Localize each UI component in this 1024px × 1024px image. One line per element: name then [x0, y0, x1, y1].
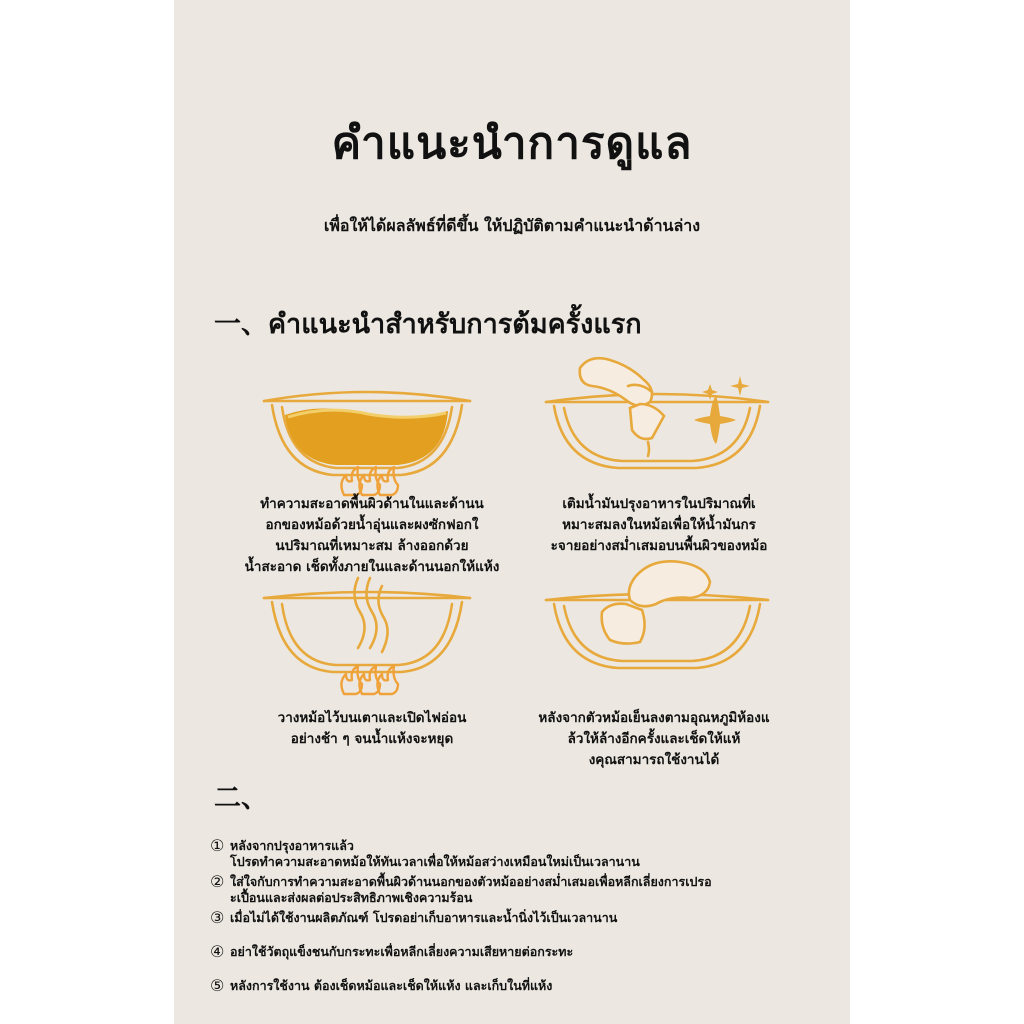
- caption-line: หมาะสมลงในหม้อเพื่อให้น้ำมันกร: [562, 517, 756, 533]
- step-3-caption: [222, 708, 522, 750]
- section-heading-first-boil: 一、คำแนะนำสำหรับการต้มครั้งแรก: [214, 309, 642, 340]
- tip-line: หลังการใช้งาน ต้องเช็ดหม้อและเช็ดให้แห้ง และเก็บในที่แห้ง: [230, 978, 553, 993]
- page-title: คำแนะนำการดูแล: [331, 118, 693, 169]
- caption-line: อย่างช้า ๆ จนน้ำแห้งจะหยุด: [290, 731, 454, 747]
- step-1-caption: [222, 494, 522, 578]
- flame-icon: [341, 666, 398, 694]
- hand-cleaning-bowl-illustration: [540, 552, 776, 676]
- tip-item-3: [210, 910, 617, 926]
- tip-line: โปรดทำความสะอาดหม้อให้ทันเวลาเพื่อให้หม้อสว่างเหมือนใหม่เป็นเวลานาน: [230, 854, 640, 869]
- tip-line: เมื่อไม่ได้ใช้งานผลิตภัณฑ์ โปรดอย่าเก็บอาหารและน้ำนิ่งไว้เป็นเวลานาน: [230, 910, 618, 925]
- circled-number: ③: [210, 908, 225, 927]
- step-4-caption: [504, 708, 804, 771]
- bowl-steaming-on-flame-illustration: [258, 572, 476, 700]
- caption-line: ทำความสะอาดพื้นผิวด้านในและด้านน: [260, 496, 484, 512]
- step-2-caption: [514, 494, 804, 557]
- caption-line: เติมน้ำมันปรุงอาหารในปริมาณที่เ: [562, 496, 756, 512]
- tip-item-4: [210, 944, 573, 960]
- caption-line: อกของหม้อด้วยน้ำอุ่นและผงซักฟอกใ: [265, 517, 479, 533]
- caption-line: ล้วให้ล้างอีกครั้งและเช็ดให้แห้: [567, 731, 741, 747]
- circled-number: ②: [210, 872, 225, 891]
- circled-number: ①: [210, 836, 225, 855]
- caption-line: หลังจากตัวหม้อเย็นลงตามอุณหภูมิห้องแ: [538, 710, 770, 726]
- caption-line: งคุณสามารถใช้งานได้: [588, 752, 720, 768]
- tip-item-2: [210, 874, 712, 906]
- tip-line: อย่าใช้วัตถุแข็งชนกับกระทะเพื่อหลีกเลี่ยงความเสียหายต่อกระทะ: [230, 944, 574, 959]
- caption-line: ะจายอย่างสม่ำเสมอบนพื้นผิวของหม้อ: [550, 538, 768, 554]
- circled-number: ④: [210, 942, 225, 961]
- tip-item-1: [210, 838, 640, 870]
- page-subtitle: เพื่อให้ได้ผลลัพธ์ที่ดีขึ้น ให้ปฏิบัติตามคำแนะนำด้านล่าง: [323, 216, 701, 235]
- tip-line: ใส่ใจกับการทำความสะอาดพื้นผิวด้านนอกของตัวหม้ออย่างสม่ำเสมอเพื่อหลีกเลี่ยงการเปรอ: [230, 874, 712, 889]
- caption-line: น้ำสะอาด เช็ดทั้งภายในและด้านนอกให้แห้ง: [244, 559, 500, 575]
- caption-line: วางหม้อไว้บนเตาและเปิดไฟอ่อน: [277, 710, 467, 726]
- caption-line: นปริมาณที่เหมาะสม ล้างออกด้วย: [275, 538, 469, 554]
- flame-icon: [341, 467, 398, 495]
- bowl-with-oil-on-flame-illustration: [258, 375, 476, 500]
- section-heading-two: 二、: [214, 783, 268, 814]
- care-instructions-panel: [174, 0, 850, 1024]
- tip-line: ะเปื้อนและส่งผลต่อประสิทธิภาพเชิงความร้อน: [230, 890, 473, 905]
- tip-item-5: [210, 978, 552, 994]
- tip-line: หลังจากปรุงอาหารแล้ว: [230, 838, 354, 853]
- hand-wiping-bowl-illustration: [540, 346, 776, 474]
- circled-number: ⑤: [210, 976, 225, 995]
